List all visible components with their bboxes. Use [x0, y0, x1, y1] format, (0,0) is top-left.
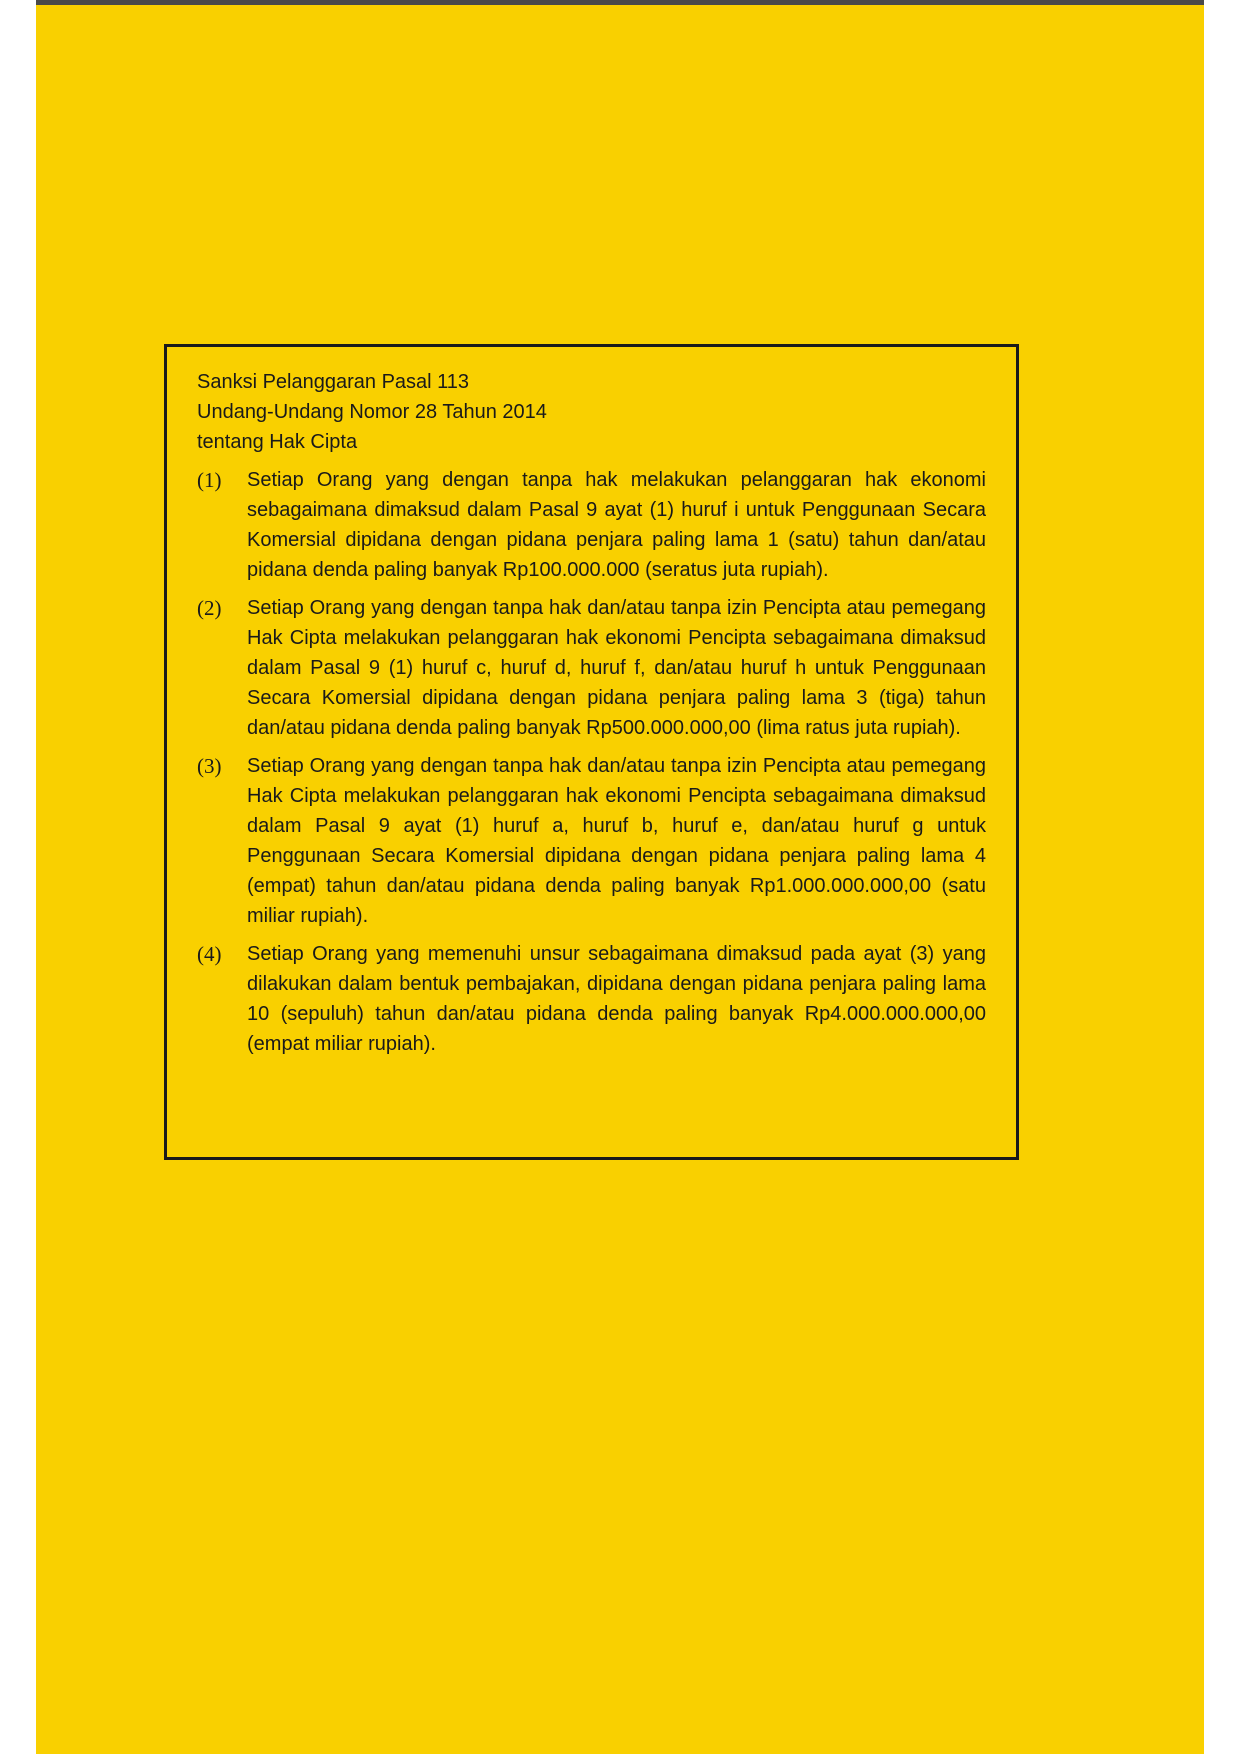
- heading-line-1: Sanksi Pelanggaran Pasal 113: [197, 371, 470, 393]
- copyright-sanction-box: [164, 344, 1019, 1160]
- heading-line-3: tentang Hak Cipta: [197, 431, 358, 453]
- clause-text: Setiap Orang yang memenuhi unsur sebagaimana dimaksud pada ayat (3) yang dilakukan dalam bentuk pembajakan, dipidana dengan pidana penjara paling lama 10 (sepuluh) tahun dan/atau pidana denda paling banyak Rp4.000.000.000,00 (empat miliar rupiah).: [247, 943, 986, 1055]
- document-page: [36, 0, 1204, 1754]
- clause-list: [197, 465, 986, 1059]
- heading-line-2: Undang-Undang Nomor 28 Tahun 2014: [197, 401, 547, 423]
- clause-1: [197, 465, 986, 585]
- clause-4: [197, 939, 986, 1059]
- clause-3: [197, 751, 986, 931]
- clause-text: Setiap Orang yang dengan tanpa hak dan/atau tanpa izin Pencipta atau pemegang Hak Cipta melakukan pelanggaran hak ekonomi Pencipta sebagaimana dimaksud dalam Pasal 9 (1) huruf c, huruf d, huruf f, dan/atau huruf h untuk Penggunaan Secara Komersial dipidana dengan pidana penjara paling lama 3 (tiga) tahun dan/atau pidana denda paling banyak Rp500.000.000,00 (lima ratus juta rupiah).: [247, 597, 986, 739]
- clause-text: Setiap Orang yang dengan tanpa hak dan/atau tanpa izin Pencipta atau pemegang Hak Cipta melakukan pelanggaran hak ekonomi Pencipta sebagaimana dimaksud dalam Pasal 9 ayat (1) huruf a, huruf b, huruf e, dan/atau huruf g untuk Penggunaan Secara Komersial dipidana dengan pidana penjara paling lama 4 (empat) tahun dan/atau pidana denda paling banyak Rp1.000.000.000,00 (satu miliar rupiah).: [247, 755, 986, 927]
- clause-2: [197, 593, 986, 743]
- clause-number: (2): [197, 596, 222, 620]
- clause-number: (4): [197, 942, 222, 966]
- clause-number: (3): [197, 754, 222, 778]
- clause-number: (1): [197, 468, 222, 492]
- clause-text: Setiap Orang yang dengan tanpa hak melakukan pelanggaran hak ekonomi sebagaimana dimaksud dalam Pasal 9 ayat (1) huruf i untuk Penggunaan Secara Komersial dipidana dengan pidana penjara paling lama 1 (satu) tahun dan/atau pidana denda paling banyak Rp100.000.000 (seratus juta rupiah).: [247, 469, 986, 581]
